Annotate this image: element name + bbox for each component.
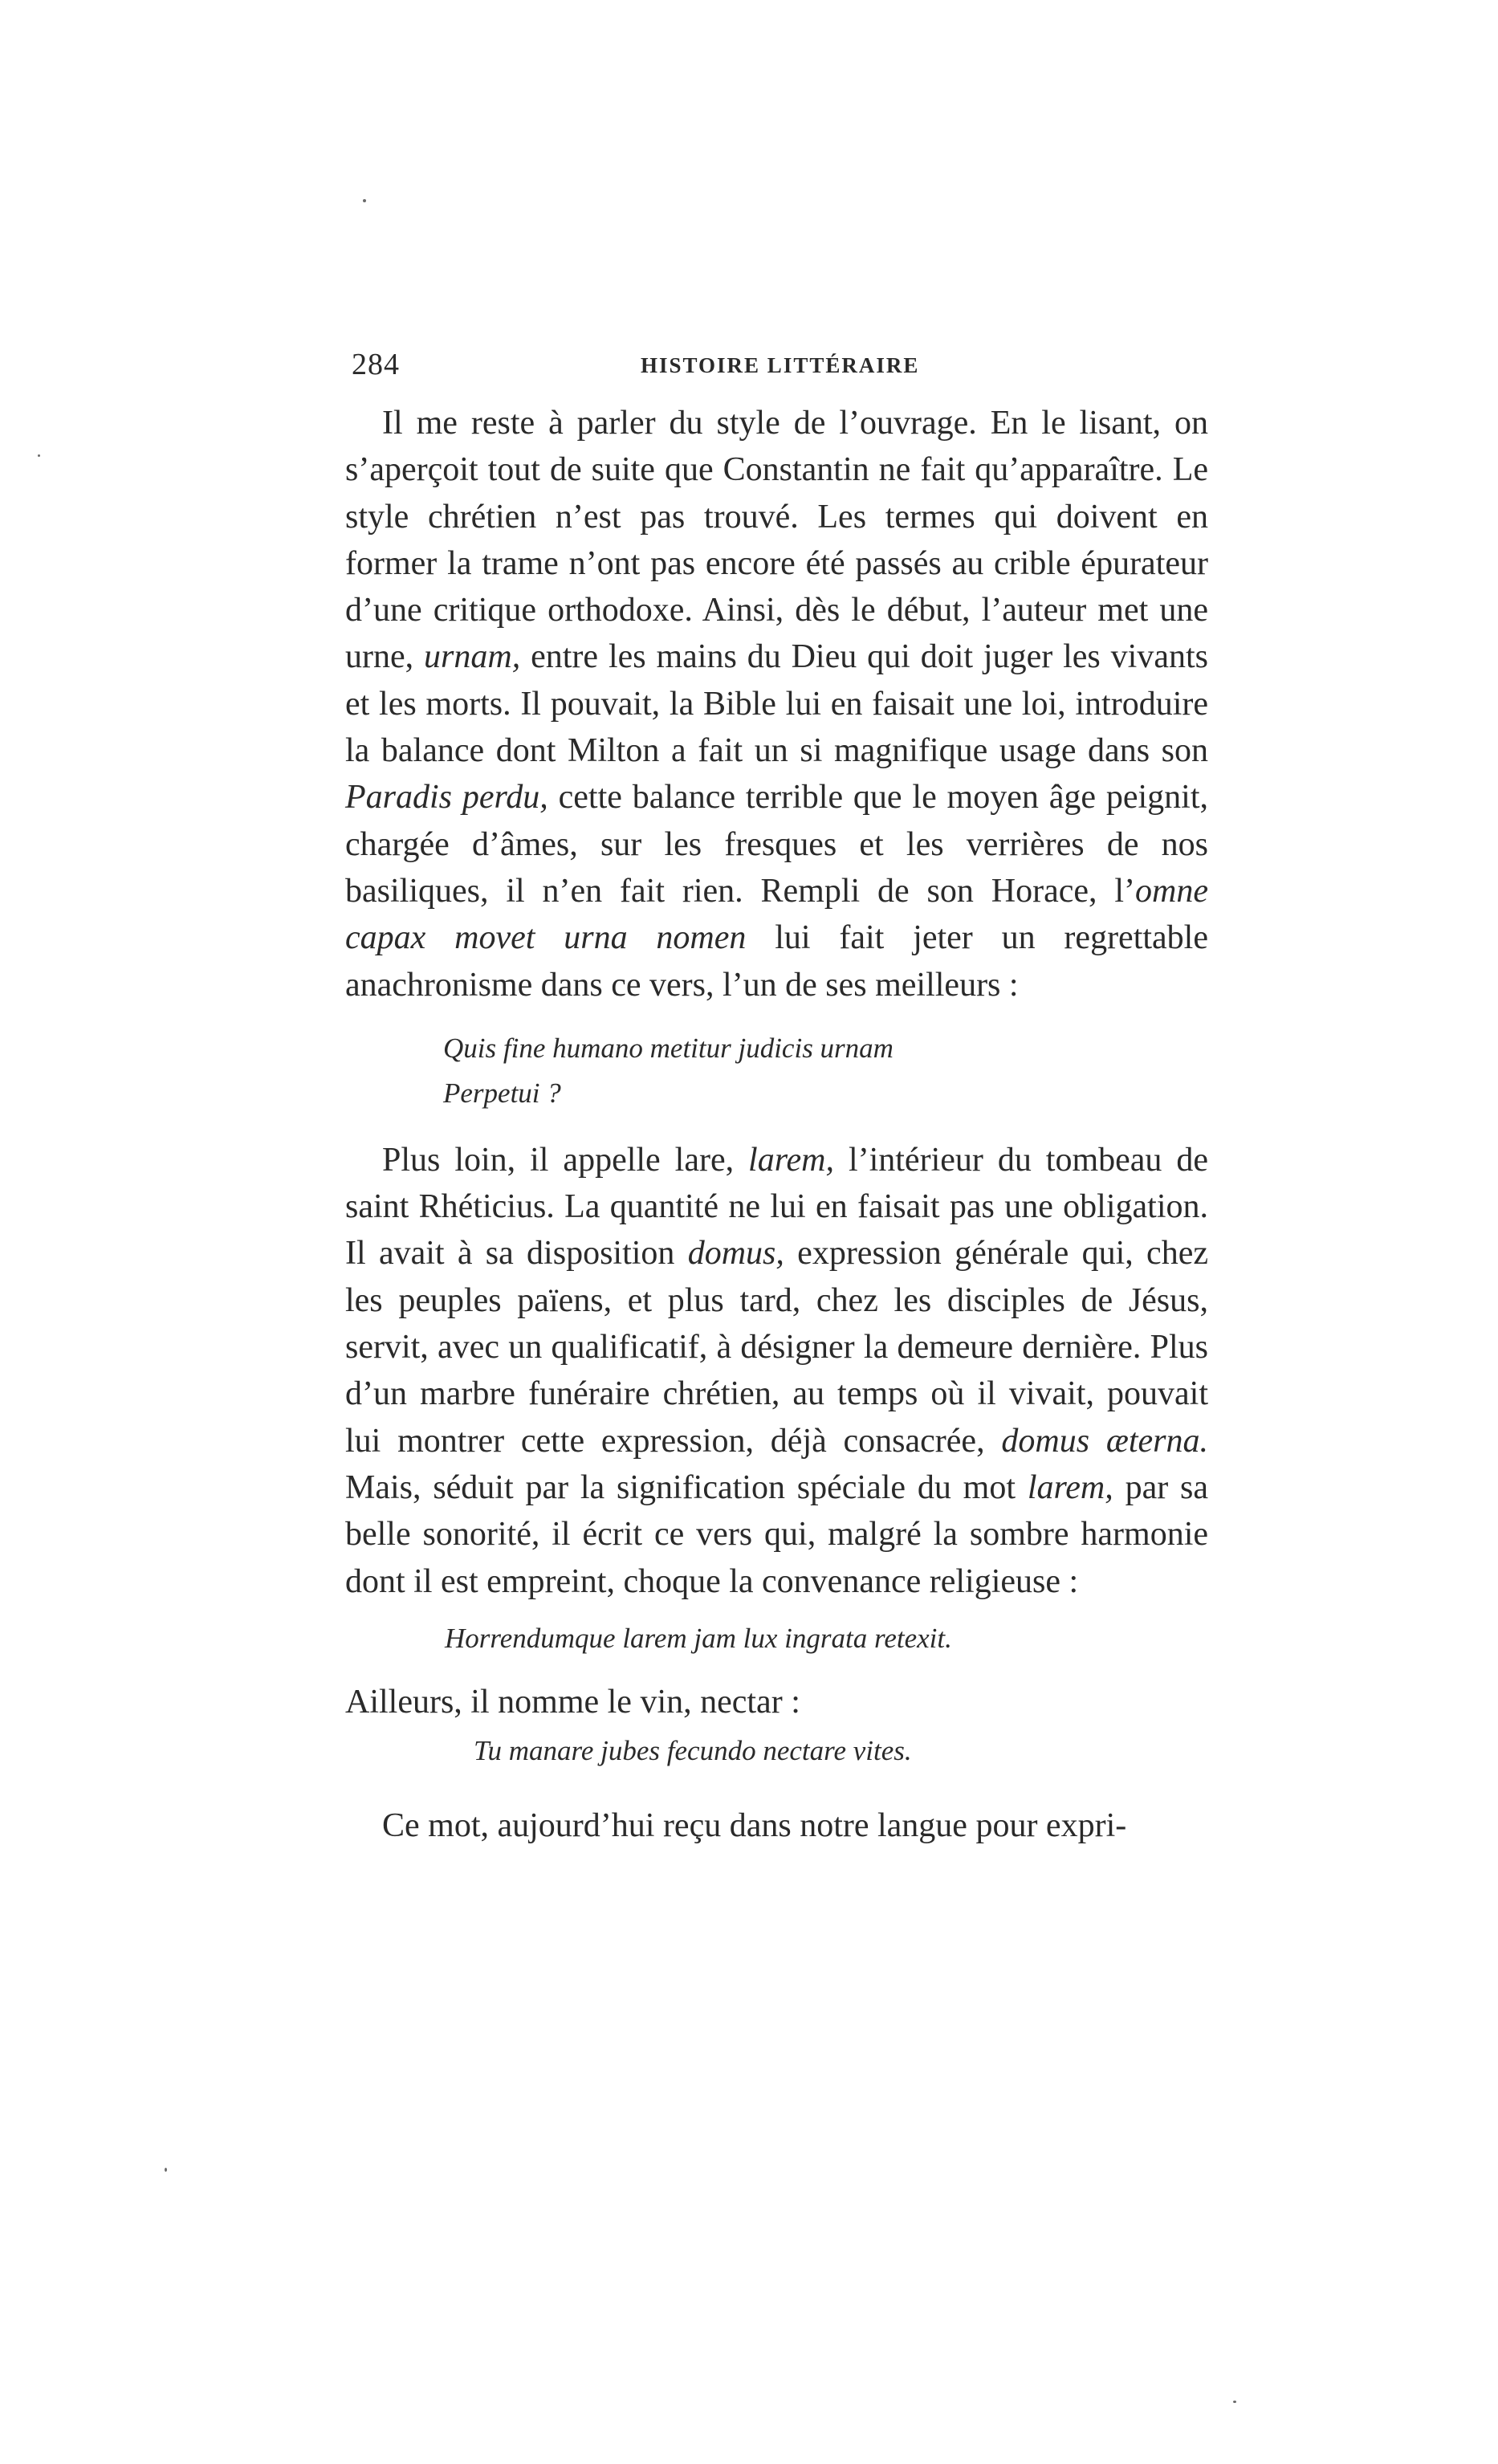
verse-quote-3 <box>345 1729 1208 1774</box>
verse-quote-1 <box>345 1026 1208 1116</box>
text-run: Il me reste à parler du style de l’ouvrage. En le lisant, on s’aperçoit tout de suite que Constantin ne fait qu’apparaître. Le style chrétien n’est pas trouvé. Les termes qui doivent en former la trame n’ont pas encore été passés au crible épurateur d’une critique orthodoxe. Ainsi, dès le début, l’auteur met une urne, <box>345 405 1208 676</box>
running-title: HISTOIRE LITTÉRAIRE <box>641 353 920 377</box>
paragraph-continued: Ce mot, aujourd’hui reçu dans notre langue pour expri- <box>382 1807 1127 1845</box>
text-run: lui fait jeter un regrettable anachronisme dans ce vers, l’un de ses meilleurs : <box>345 919 1208 1004</box>
page-number: 284 <box>352 348 400 381</box>
paragraph-nectar: Ailleurs, il nomme le vin, nectar : <box>345 1683 800 1721</box>
text-run: Mais, séduit par la signification spéciale du mot <box>345 1468 1028 1506</box>
italic-term: domus, <box>687 1235 784 1273</box>
paper-speck <box>363 199 366 202</box>
paper-speck <box>165 2168 167 2172</box>
italic-title: Paradis perdu, <box>345 779 548 817</box>
verse-line: Quis fine humano metitur judicis urnam <box>443 1032 894 1064</box>
text-run: cette balance terrible que le moyen âge peignit, chargée d’âmes, sur les fresques et les verrières de nos basiliques, il n’en fait rien. Rempli de son Horace, l’ <box>345 779 1208 910</box>
body-text <box>345 400 1208 1849</box>
paper-speck <box>1233 2401 1236 2403</box>
paper-speck <box>38 454 40 457</box>
text-run: Plus loin, il appelle lare, <box>382 1141 749 1179</box>
italic-term: domus æterna. <box>1001 1422 1208 1460</box>
italic-quote: omne capax movet urna nomen <box>345 872 1208 957</box>
paragraph-style-intro <box>345 400 1208 1008</box>
italic-term: larem, <box>748 1141 834 1179</box>
text-run: expression générale qui, chez les peuples païens, et plus tard, chez les disciples de Jésus, servit, avec un qualificatif, à désigner la demeure dernière. Plus d’un marbre funéraire chrétien, au temps où il vivait, pouvait lui montrer cette expression, déjà consacrée, <box>345 1235 1208 1460</box>
page-header <box>352 347 930 387</box>
verse-line: Tu manare jubes fecundo nectare vites. <box>474 1735 912 1767</box>
text-run: l’intérieur du tombeau de saint Rhéticius. La quantité ne lui en faisait pas une obligation. Il avait à sa disposition <box>345 1141 1208 1273</box>
text-run: entre les mains du Dieu qui doit juger les vivants et les morts. Il pouvait, la Bible lui en faisait une loi, introduire la balance dont Milton a fait un si magnifique usage dans son <box>345 638 1208 770</box>
italic-term: larem, <box>1027 1468 1113 1506</box>
verse-line: Horrendumque larem jam lux ingrata retexit. <box>445 1622 952 1654</box>
verse-quote-2 <box>345 1616 1208 1661</box>
paragraph-larem <box>345 1137 1208 1605</box>
text-run: par sa belle sonorité, il écrit ce vers qui, malgré la sombre harmonie dont il est empreint, choque la convenance religieuse : <box>345 1468 1208 1600</box>
verse-line: Perpetui ? <box>443 1077 561 1109</box>
italic-term: urnam, <box>424 638 521 676</box>
